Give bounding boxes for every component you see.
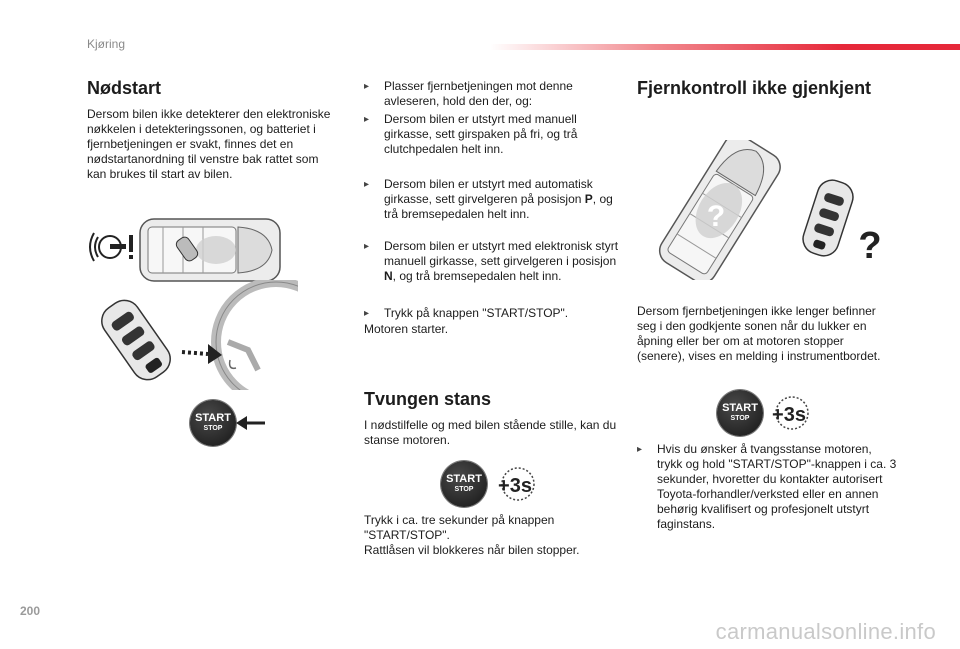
- press-three-seconds-text: Trykk i ca. tre sekunder på knappen "START/STOP". Rattlåsen vil blokkeres når bilen stopper.: [364, 513, 580, 557]
- bullet-electronic-gearbox: ▸ Dersom bilen er utstyrt med elektronisk styrt manuell girkasse, sett girvelgeren i posisjon N, og trå bremsepedalen helt inn.: [364, 239, 619, 283]
- bullet-automatic-gearbox: ▸ Dersom bilen er utstyrt med automatisk girkasse, sett girvelgeren på posisjon P, og trå bremsepedalen helt inn.: [364, 177, 613, 221]
- start-label: START: [722, 402, 758, 414]
- running-header: Kjøring: [87, 37, 126, 51]
- motor-starts-text: Motoren starter.: [364, 322, 449, 336]
- stop-label: STOP: [203, 425, 223, 432]
- triangle-bullet-icon: ▸: [364, 179, 370, 190]
- question-mark-on-car: ?: [706, 200, 726, 233]
- forced-stop-paragraph: I nødstilfelle og med bilen stående stille, kan du stanse motoren.: [364, 418, 617, 447]
- hold-3-seconds-icon: [766, 395, 812, 431]
- emergency-start-paragraph: Dersom bilen ikke detekterer den elektroniske nøkkelen i detekteringssonen, og batteriet i fjernbetjeningen er svakt, finnes det en nødstartanordning til venstre bak rattet som kan brukes til start av bilen.: [87, 107, 331, 181]
- title-emergency-start: Nødstart: [87, 78, 162, 98]
- bullet-force-stop-contact-dealer: ▸ Hvis du ønsker å tvangsstanse motoren, trykk og hold "START/STOP"-knappen i ca. 3 sekunder, hvoretter du kontakter autorisert Toyota-forhandler/verksted eller en annen behørig kvalifisert og profesjonelt utstyrt faginstans.: [637, 442, 897, 531]
- start-label: START: [446, 473, 482, 485]
- start-stop-button-illustration: [717, 390, 763, 436]
- bullet-manual-gearbox: ▸ Dersom bilen er utstyrt med manuell girkasse, sett girspaken på fri, og trå clutchpedalen helt inn.: [364, 112, 578, 156]
- start-stop-button-illustration: [441, 461, 487, 507]
- triangle-bullet-icon: ▸: [364, 81, 370, 92]
- stop-label: STOP: [454, 486, 474, 493]
- page-number: 200: [20, 604, 41, 618]
- hold-3-seconds-icon: [492, 466, 538, 502]
- arrow-icon: [236, 414, 266, 432]
- triangle-bullet-icon: ▸: [364, 114, 370, 125]
- svg-text:+3s: +3s: [772, 404, 806, 426]
- car-remote-question-illustration: [648, 140, 888, 280]
- start-stop-button-illustration: [190, 400, 236, 446]
- triangle-bullet-icon: ▸: [637, 444, 643, 455]
- start-label: START: [195, 412, 231, 424]
- stop-label: STOP: [730, 415, 750, 422]
- question-mark-icon: ?: [858, 225, 882, 267]
- title-forced-stop: Tvungen stans: [364, 389, 492, 409]
- triangle-bullet-icon: ▸: [364, 241, 370, 252]
- bullet-press-start-stop: ▸ Trykk på knappen "START/STOP".: [364, 306, 569, 320]
- title-remote-not-recognised: Fjernkontroll ikke gjenkjent: [637, 78, 872, 98]
- key-warning-icon: [90, 233, 133, 261]
- key-fob-and-steering-illustration: [98, 280, 298, 390]
- header-accent-bar: [490, 44, 960, 50]
- remote-not-recognised-paragraph: Dersom fjernbetjeningen ikke lenger befinner seg i den godkjente sonen når du lukker en åpning eller ber om at motoren stopper (senere), vises en melding i instrumentbordet.: [637, 304, 881, 363]
- watermark: carmanualsonline.info: [715, 619, 936, 644]
- bullet-place-remote: ▸ Plasser fjernbetjeningen mot denne avleseren, hold den der, og:: [364, 79, 573, 108]
- svg-text:+3s: +3s: [498, 475, 532, 497]
- triangle-bullet-icon: ▸: [364, 308, 370, 319]
